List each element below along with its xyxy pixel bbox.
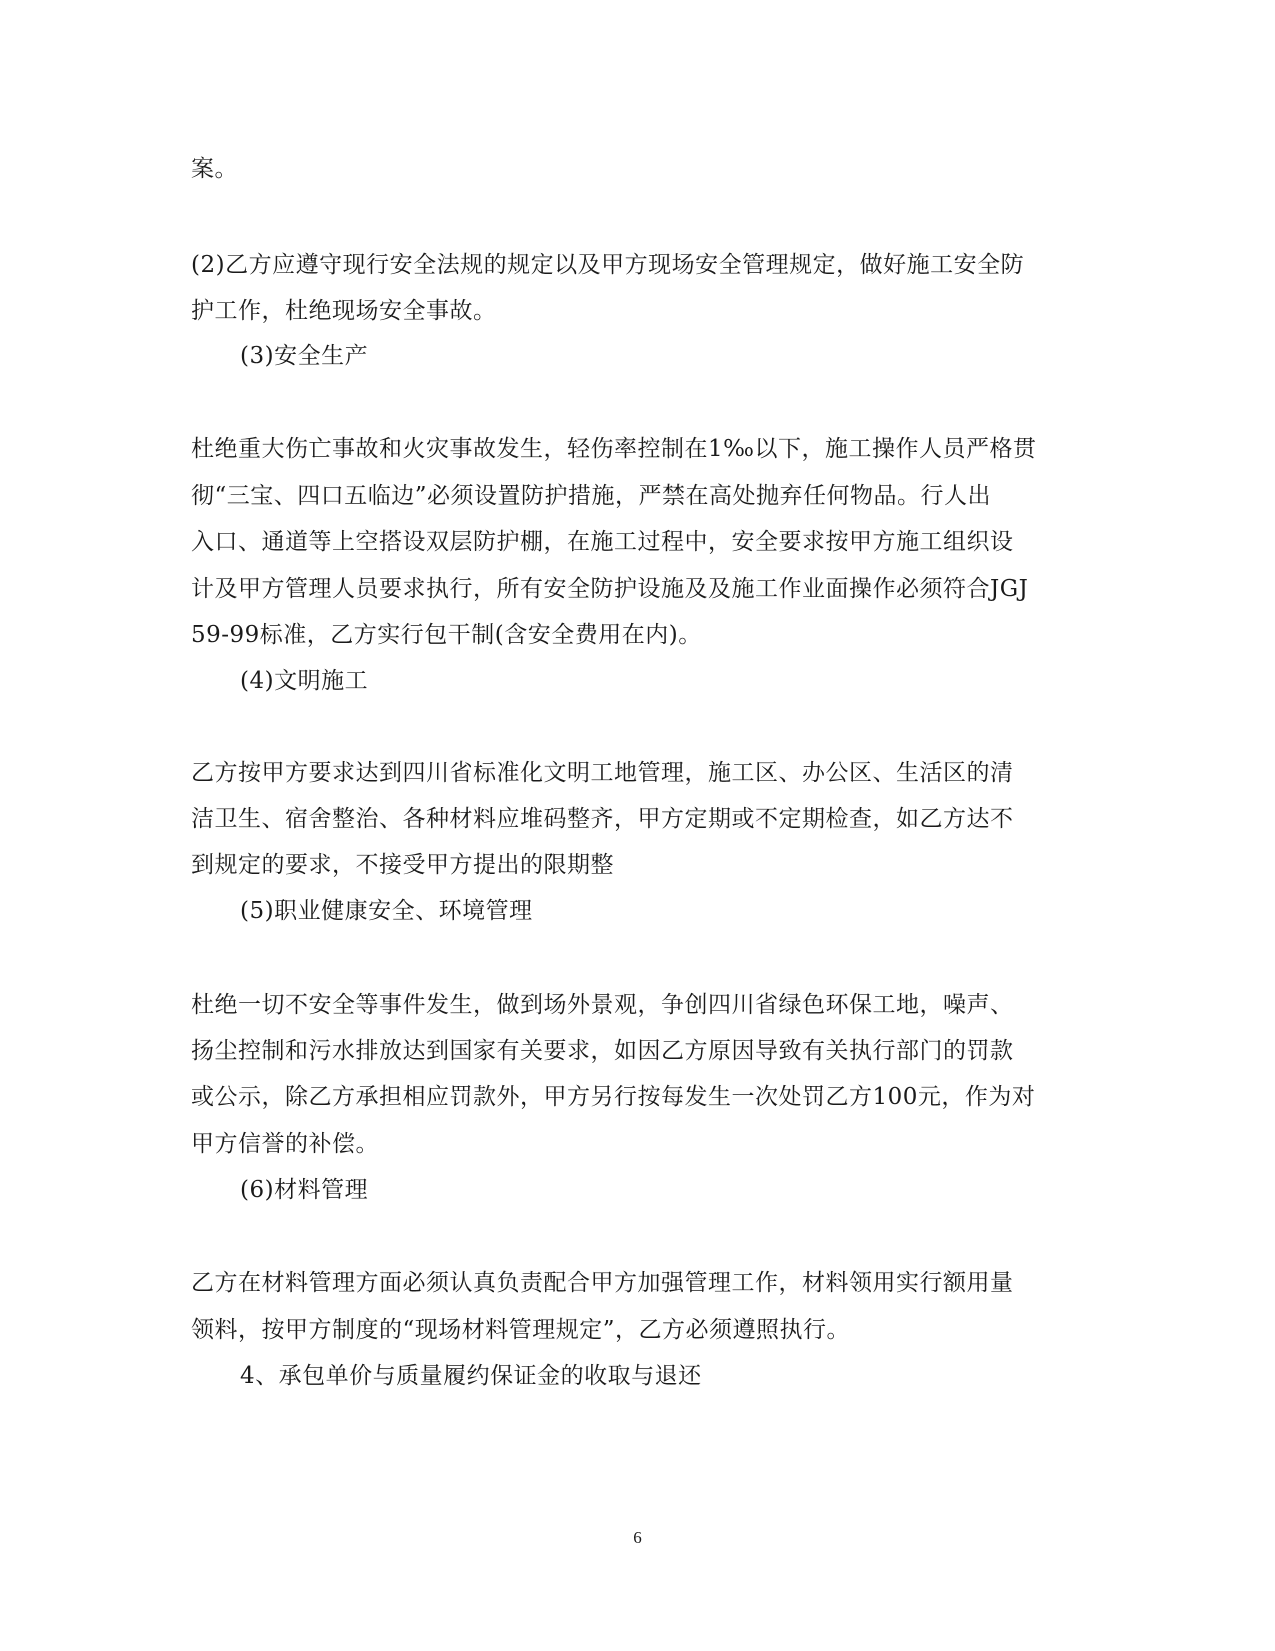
text-line: 59-99标准，乙方实行包干制(含安全费用在内)。: [191, 622, 702, 648]
text-line: 洁卫生、宿舍整治、各种材料应堆码整齐，甲方定期或不定期检查，如乙方达不: [191, 806, 1014, 832]
section-heading: (4)文明施工: [240, 668, 369, 694]
section-heading: (5)职业健康安全、环境管理: [240, 898, 533, 924]
section-heading: (6)材料管理: [240, 1177, 369, 1203]
text-line: 到规定的要求，不接受甲方提出的限期整: [191, 852, 614, 878]
text-line: 护工作，杜绝现场安全事故。: [191, 298, 497, 324]
text-line: 甲方信誉的补偿。: [191, 1131, 379, 1157]
text-line: 乙方按甲方要求达到四川省标准化文明工地管理，施工区、办公区、生活区的清: [191, 760, 1014, 786]
text-line: 杜绝重大伤亡事故和火灾事故发生，轻伤率控制在1‰以下，施工操作人员严格贯: [191, 436, 1037, 462]
page-number: 6: [633, 1528, 642, 1547]
section-heading: 4、承包单价与质量履约保证金的收取与退还: [240, 1363, 702, 1389]
text-line: 入口、通道等上空搭设双层防护棚，在施工过程中，安全要求按甲方施工组织设: [191, 529, 1014, 555]
text-line: 杜绝一切不安全等事件发生，做到场外景观，争创四川省绿色环保工地，噪声、: [191, 992, 1014, 1018]
text-line: 彻“三宝、四口五临边”必须设置防护措施，严禁在高处抛弃任何物品。行人出: [191, 483, 992, 509]
text-line: (2)乙方应遵守现行安全法规的规定以及甲方现场安全管理规定，做好施工安全防: [191, 252, 1025, 278]
text-line: 扬尘控制和污水排放达到国家有关要求，如因乙方原因导致有关执行部门的罚款: [191, 1038, 1014, 1064]
section-heading: (3)安全生产: [240, 343, 369, 369]
text-line: 计及甲方管理人员要求执行，所有安全防护设施及及施工作业面操作必须符合JGJ: [191, 576, 1029, 602]
text-line: 或公示，除乙方承担相应罚款外，甲方另行按每发生一次处罚乙方100元，作为对: [191, 1084, 1036, 1110]
text-line: 乙方在材料管理方面必须认真负责配合甲方加强管理工作，材料领用实行额用量: [191, 1270, 1014, 1296]
text-line: 领料，按甲方制度的“现场材料管理规定”，乙方必须遵照执行。: [191, 1317, 851, 1343]
text-line: 案。: [191, 156, 238, 182]
